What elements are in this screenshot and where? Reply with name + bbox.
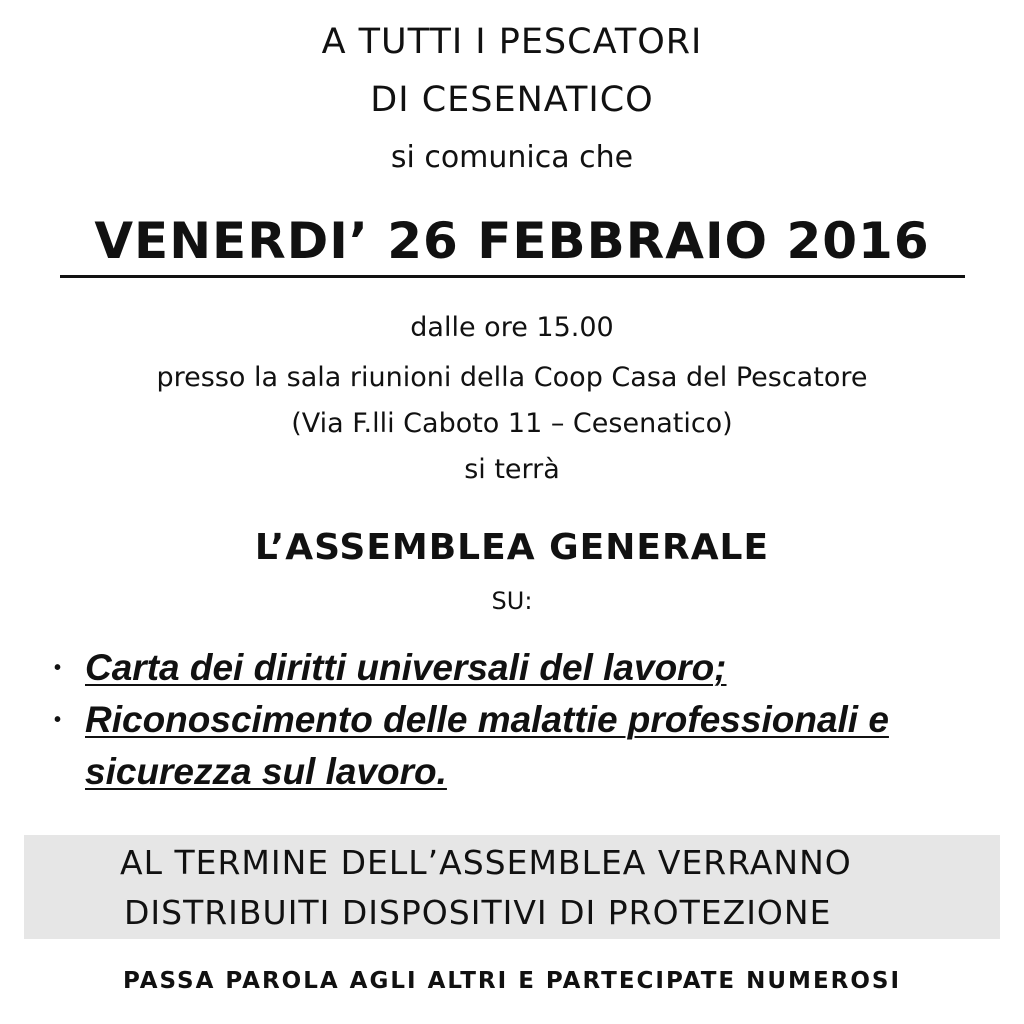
footer-call-to-action: PASSA PAROLA AGLI ALTRI E PARTECIPATE NUMEROSI — [122, 968, 902, 994]
notice-box — [24, 835, 1000, 939]
assembly-on-label: SU: — [491, 587, 533, 615]
topic-text: Carta dei diritti universali del lavoro; — [85, 647, 727, 688]
topic-list — [50, 642, 990, 798]
event-verb: si terrà — [464, 454, 560, 485]
bullet-dot-icon: • — [54, 657, 62, 679]
event-time: dalle ore 15.00 — [410, 312, 614, 343]
bullet-dot-icon: • — [54, 709, 62, 731]
intro-text: si comunica che — [390, 140, 634, 175]
event-date: VENERDI’ 26 FEBBRAIO 2016 — [94, 212, 930, 270]
heading-line-1: A TUTTI I PESCATORI — [321, 22, 703, 62]
topic-text: Riconoscimento delle malattie professionali e — [85, 699, 889, 740]
topic-text: sicurezza sul lavoro. — [85, 751, 447, 792]
event-address: (Via F.lli Caboto 11 – Cesenatico) — [291, 408, 733, 439]
notice-line-1: AL TERMINE DELL’ASSEMBLEA VERRANNO — [120, 843, 852, 882]
topic-continuation — [50, 746, 990, 798]
event-place: presso la sala riunioni della Coop Casa del Pescatore — [156, 362, 868, 393]
notice-line-2: DISTRIBUITI DISPOSITIVI DI PROTEZIONE — [124, 893, 832, 932]
assembly-title: L’ASSEMBLEA GENERALE — [254, 527, 770, 568]
topic-item — [50, 642, 990, 694]
date-underline — [60, 275, 965, 278]
heading-line-2: DI CESENATICO — [370, 80, 654, 120]
topic-item — [50, 694, 990, 746]
